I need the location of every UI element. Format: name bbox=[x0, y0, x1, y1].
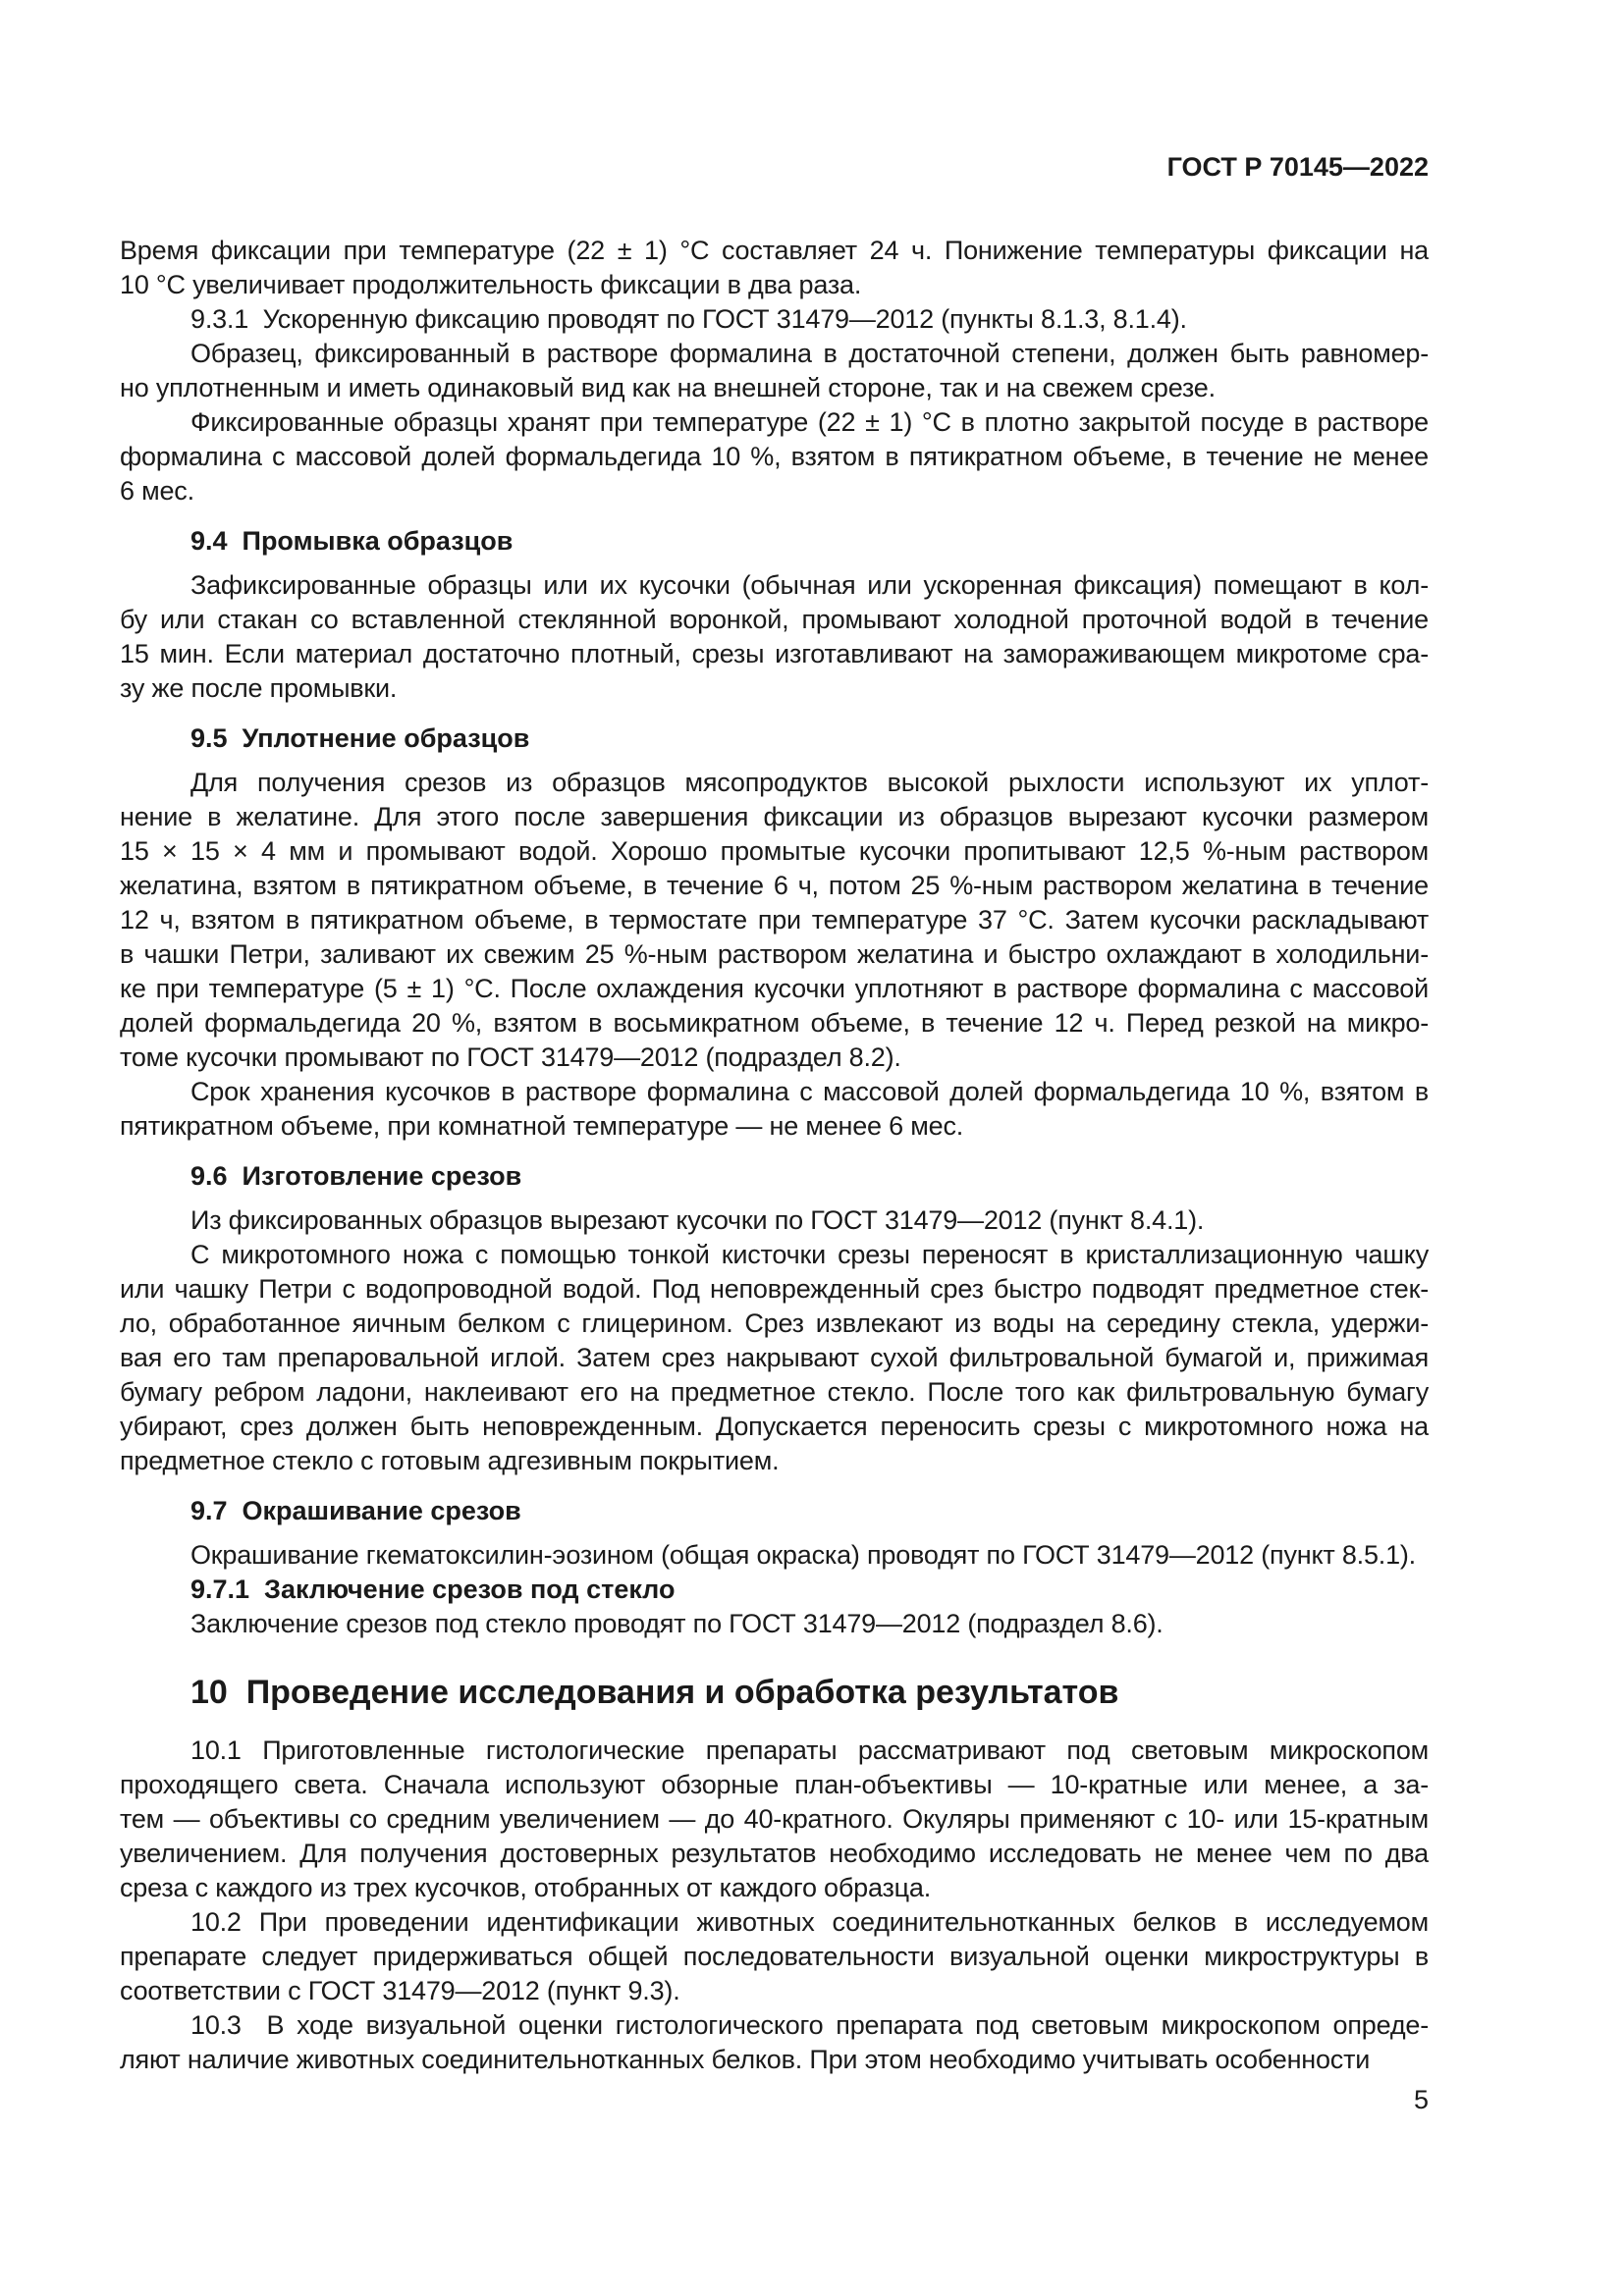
paragraph bbox=[120, 1538, 1429, 1573]
text-line: но уплотненным и иметь одинаковый вид как на внешней стороне, так и на свежем срезе. bbox=[120, 373, 1216, 402]
text-line: ке при температуре (5 ± 1) °С. После охлаждения кусочки уплотняют в растворе формалина с массовой bbox=[120, 974, 1429, 1003]
text-line: томе кусочки промывают по ГОСТ 31479—2012 (подраздел 8.2). bbox=[120, 1042, 901, 1072]
text-line: нение в желатине. Для этого после завершения фиксации из образцов вырезают кусочки размером bbox=[120, 802, 1429, 831]
text-line: 10 °С увеличивает продолжительность фиксации в два раза. bbox=[120, 270, 862, 299]
text-line: или чашку Петри с водопроводной водой. Под неповрежденный срез быстро подводят предметное стек- bbox=[120, 1274, 1429, 1304]
text-line: ляют наличие животных соединительнотканных белков. При этом необходимо учитывать особенности bbox=[120, 2045, 1371, 2074]
text-line: 10.2 При проведении идентификации животных соединительнотканных белков в исследуемом bbox=[190, 1907, 1429, 1937]
paragraph bbox=[120, 337, 1429, 405]
text-line: 12 ч, взятом в пятикратном объеме, в термостате при температуре 37 °С. Затем кусочки раскладывают bbox=[120, 905, 1429, 934]
text-line: Заключение срезов под стекло проводят по ГОСТ 31479—2012 (подраздел 8.6). bbox=[190, 1609, 1164, 1638]
text-line: С микротомного ножа с помощью тонкой кисточки срезы переносят в кристаллизационную чашку bbox=[190, 1240, 1429, 1269]
text-line: пятикратном объеме, при комнатной температуре — не менее 6 мес. bbox=[120, 1111, 964, 1141]
text-line: Время фиксации при температуре (22 ± 1) °С составляет 24 ч. Понижение температуры фиксации на bbox=[120, 236, 1429, 265]
content-area bbox=[120, 234, 1429, 2077]
paragraph bbox=[120, 1905, 1429, 2008]
text-line: 15 × 15 × 4 мм и промывают водой. Хорошо промытые кусочки пропитывают 12,5 %-ным раствором bbox=[120, 836, 1429, 866]
text-line: ло, обработанное яичным белком с глицерином. Срез извлекают из воды на середину стекла, удержи- bbox=[120, 1308, 1429, 1338]
text-line: предметное стекло с готовым адгезивным покрытием. bbox=[120, 1446, 780, 1475]
text-line: 9.3.1 Ускоренную фиксацию проводят по ГОСТ 31479—2012 (пункты 8.1.3, 8.1.4). bbox=[190, 304, 1187, 334]
text-line: зу же после промывки. bbox=[120, 673, 398, 703]
text-line: Из фиксированных образцов вырезают кусочки по ГОСТ 31479—2012 (пункт 8.4.1). bbox=[190, 1205, 1205, 1235]
text-line: убирают, срез должен быть неповрежденным. Допускается переносить срезы с микротомного ножа на bbox=[120, 1412, 1429, 1441]
paragraph bbox=[120, 1075, 1429, 1144]
text-line: 15 мин. Если материал достаточно плотный, срезы изготавливают на замораживающем микротоме сра- bbox=[120, 639, 1429, 668]
paragraph bbox=[120, 2008, 1429, 2077]
paragraph bbox=[120, 766, 1429, 1075]
text-line: среза с каждого из трех кусочков, отобранных от каждого образца. bbox=[120, 1873, 932, 1902]
paragraph bbox=[120, 1607, 1429, 1641]
section-heading: 9.5 Уплотнение образцов bbox=[190, 723, 530, 753]
text-line: желатина, взятом в пятикратном объеме, в течение 6 ч, потом 25 %-ным раствором желатина в течение bbox=[120, 871, 1429, 900]
text-line: бу или стакан со вставленной стеклянной воронкой, промывают холодной проточной водой в течение bbox=[120, 605, 1429, 634]
text-line: Фиксированные образцы хранят при температуре (22 ± 1) °С в плотно закрытой посуде в растворе bbox=[190, 407, 1429, 437]
text-line: 10.1 Приготовленные гистологические препараты рассматривают под световым микроскопом bbox=[190, 1735, 1429, 1765]
paragraph bbox=[120, 1734, 1429, 1905]
text-line: соответствии с ГОСТ 31479—2012 (пункт 9.3). bbox=[120, 1976, 680, 2005]
section-heading: 9.4 Промывка образцов bbox=[190, 526, 514, 556]
text-line: Зафиксированные образцы или их кусочки (обычная или ускоренная фиксация) помещают в кол- bbox=[190, 570, 1429, 600]
text-line: формалина с массовой долей формальдегида 10 %, взятом в пятикратном объеме, в течение не менее bbox=[120, 442, 1429, 471]
text-line: в чашки Петри, заливают их свежим 25 %-ным раствором желатина и быстро охлаждают в холодильни- bbox=[120, 939, 1429, 969]
text-line: увеличением. Для получения достоверных результатов необходимо исследовать не менее чем по два bbox=[120, 1839, 1429, 1868]
text-line: проходящего света. Сначала используют обзорные план-объективы — 10-кратные или менее, а за- bbox=[120, 1770, 1429, 1799]
text-line: долей формальдегида 20 %, взятом в восьмикратном объеме, в течение 12 ч. Перед резкой на микро- bbox=[120, 1008, 1429, 1038]
section-heading: 9.6 Изготовление срезов bbox=[190, 1161, 522, 1191]
paragraph bbox=[120, 568, 1429, 706]
chapter-heading: 10 Проведение исследования и обработка результатов bbox=[190, 1674, 1119, 1711]
section-heading: 9.7 Окрашивание срезов bbox=[190, 1496, 521, 1525]
document-header: ГОСТ Р 70145—2022 bbox=[1166, 152, 1429, 182]
paragraph bbox=[120, 234, 1429, 302]
text-line: Окрашивание гкематоксилин-эозином (общая окраска) проводят по ГОСТ 31479—2012 (пункт 8.5.1). bbox=[190, 1540, 1416, 1570]
text-line: 6 мес. bbox=[120, 476, 194, 506]
text-line: бумагу ребром ладони, наклеивают его на предметное стекло. После того как фильтровальную бумагу bbox=[120, 1377, 1429, 1407]
paragraph bbox=[120, 1238, 1429, 1478]
subsection-heading: 9.7.1 Заключение срезов под стекло bbox=[190, 1575, 676, 1604]
text-line: Для получения срезов из образцов мясопродуктов высокой рыхлости используют их уплот- bbox=[190, 768, 1429, 797]
paragraph bbox=[120, 1203, 1429, 1238]
text-line: вая его там препаровальной иглой. Затем срез накрывают сухой фильтровальной бумагой и, прижимая bbox=[120, 1343, 1429, 1372]
text-line: Срок хранения кусочков в растворе формалина с массовой долей формальдегида 10 %, взятом в bbox=[190, 1077, 1429, 1106]
paragraph bbox=[120, 302, 1429, 337]
paragraph bbox=[120, 405, 1429, 508]
page-number: 5 bbox=[1413, 2085, 1429, 2114]
text-line: тем — объективы со средним увеличением — до 40-кратного. Окуляры применяют с 10- или 15-кратным bbox=[120, 1804, 1429, 1834]
text-line: Образец, фиксированный в растворе формалина в достаточной степени, должен быть равномер- bbox=[190, 339, 1429, 368]
text-line: препарате следует придерживаться общей последовательности визуальной оценки микроструктуры в bbox=[120, 1942, 1429, 1971]
text-line: 10.3 В ходе визуальной оценки гистологического препарата под световым микроскопом опреде- bbox=[190, 2010, 1429, 2040]
